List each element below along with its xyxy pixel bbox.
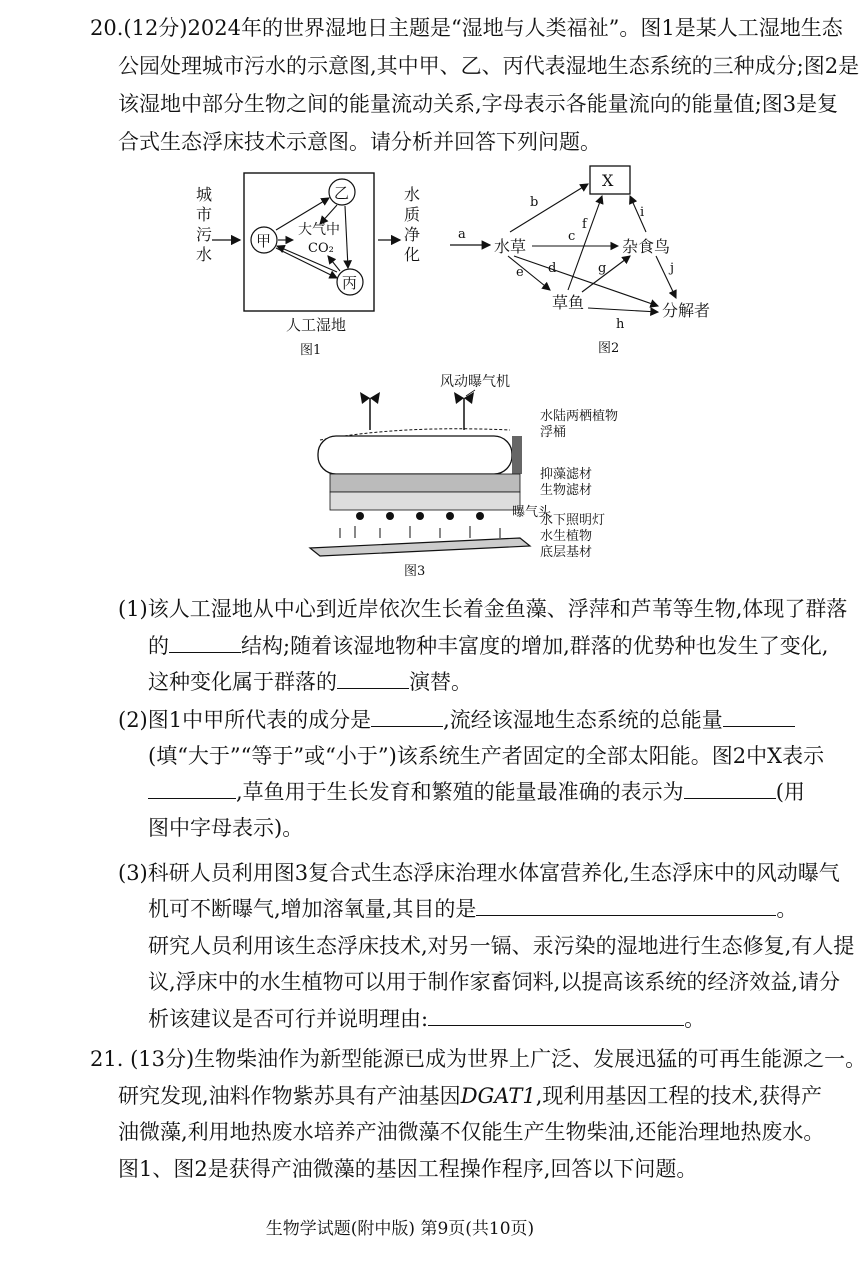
q20-1-text: 结构;随着该湿地物种丰富度的增加,群落的优势种也发生了变化, [241,634,829,658]
answer-blank-1[interactable] [169,632,241,653]
q20-3-line-5 [148,1005,705,1033]
fig3-label-aerator: 曝气头 [512,505,552,520]
q21-text: 研究发现,油料作物紫苏具有产油基因 [118,1084,461,1108]
q20-2-text: (2)图1中甲所代表的成分是 [118,708,372,732]
figure-1 [190,168,450,363]
figure-2 [450,160,730,360]
fig1-jia-label: 甲 [256,232,272,250]
answer-blank-5[interactable] [148,778,236,799]
fig2-arrow-f: f [582,217,587,232]
page-footer: 生物学试题(附中版) 第9页(共10页) [265,1219,535,1239]
answer-blank-6[interactable] [684,778,776,799]
q20-3-line-3: 研究人员利用该生态浮床技术,对另一镉、汞污染的湿地进行生态修复,有人提 [148,934,855,958]
fig3-aquatic-plants [340,526,500,538]
fig3-label-filter2: 生物滤材 [540,483,593,498]
figure-3 [300,370,660,580]
q20-2-line-2: (填“大于”“等于”或“小于”)该系统生产者固定的全部太阳能。图2中X表示 [148,744,825,768]
fig3-label-aquatic: 水生植物 [540,529,593,544]
fig3-label-float: 浮桶 [540,425,567,440]
fig1-atm-label: 大气中 [298,222,340,238]
answer-blank-7[interactable] [476,895,776,916]
fig3-label-light: 水下照明灯 [540,513,606,528]
fig2-x-label: X [602,171,614,190]
fig2-arrow-j: j [670,261,675,276]
q20-line-2: 公园处理城市污水的示意图,其中甲、乙、丙代表湿地生态系统的三种成分;图2是 [118,54,860,78]
fig1-stacked-char: 水 [196,245,213,264]
q20-2-line-4: 图中字母表示)。 [148,816,304,840]
fig1-caption: 图1 [300,343,322,358]
q20-2-text: ,流经该湿地生态系统的总能量 [443,708,723,732]
fig2-fenjiezhe: 分解者 [662,301,711,320]
fig3-filter-2 [330,492,520,510]
q20-2-line-1 [118,706,795,734]
fig1-stacked-char: 水 [404,185,421,204]
fig1-output-label [404,185,420,264]
fig3-base [310,538,530,556]
fig1-yi-label: 乙 [334,184,350,202]
fig2-arrow-g: g [598,261,607,276]
q20-3-text: 机可不断曝气,增加溶氧量,其目的是 [148,897,477,921]
answer-blank-8[interactable] [428,1005,684,1026]
fig3-windmill-right [454,392,474,430]
q20-1-line-3 [148,668,472,696]
q20-line-1: 20.(12分)2024年的世界湿地日主题是“湿地与人类福祉”。图1是某人工湿地生态 [90,16,843,40]
fig2-arrow-a: a [458,227,466,242]
q20-1-line-1: (1)该人工湿地从中心到近岸依次生长着金鱼藻、浮萍和芦苇等生物,体现了群落 [118,597,848,621]
fig2-arrow-e: e [516,265,524,280]
q20-3-line-2 [148,895,797,923]
fig2-arrow-c: c [568,229,576,244]
fig2-arrow-i: i [640,205,645,220]
q20-line-3: 该湿地中部分生物之间的能量流动关系,字母表示各能量流向的能量值;图3是复 [118,92,839,116]
fig1-stacked-char: 污 [196,225,213,244]
fig1-stacked-char: 市 [196,205,213,224]
q21-line-3: 油微藻,利用地热废水培养产油微藻不仅能生产生物柴油,还能治理地热废水。 [118,1120,825,1144]
answer-blank-4[interactable] [723,706,795,727]
fig3-label-plants: 水陆两栖植物 [540,409,619,424]
q20-1-text: 演替。 [409,670,472,694]
gene-name: DGAT1 [460,1084,536,1108]
fig3-windmill-left [360,392,380,430]
q20-2-text: ,草鱼用于生长发育和繁殖的能量最准确的表示为 [236,780,684,804]
q21-line-2 [118,1082,822,1110]
fig1-stacked-char: 净 [404,225,421,244]
q20-2-line-3 [148,778,805,806]
q20-3-text: 。 [684,1007,706,1031]
fig2-zashiniao: 杂食鸟 [622,237,671,256]
q21-text: ,现利用基因工程的技术,获得产 [535,1084,823,1108]
fig2-arrow-b: b [530,195,539,210]
fig1-box-caption: 人工湿地 [286,316,347,334]
q20-3-text: 析该建议是否可行并说明理由: [148,1007,429,1031]
fig2-shuicao: 水草 [494,237,527,256]
fig3-label-filter1: 抑藻滤材 [540,467,593,482]
fig1-stacked-char: 城 [196,185,213,204]
fig2-caoyu: 草鱼 [552,293,585,312]
fig1-input-label [196,185,212,264]
fig1-stacked-char: 质 [404,205,421,224]
q20-3-text: 。 [776,897,798,921]
fig3-aerators [356,512,484,520]
q20-1-text: 这种变化属于群落的 [148,670,337,694]
answer-blank-3[interactable] [371,706,443,727]
fig3-label-machine: 风动曝气机 [440,374,510,390]
q20-1-line-2 [148,632,828,660]
q20-1-text: 的 [148,634,169,658]
answer-blank-2[interactable] [337,668,409,689]
fig3-label-base: 底层基材 [540,545,593,560]
fig1-stacked-char: 化 [404,245,421,264]
fig2-arrow-d: d [548,261,557,276]
q20-line-4: 合式生态浮床技术示意图。请分析并回答下列问题。 [118,130,601,154]
fig3-float-drum [318,436,512,474]
q21-line-4: 图1、图2是获得产油微藻的基因工程操作程序,回答以下问题。 [118,1157,698,1181]
fig2-caption: 图2 [598,341,620,356]
fig1-co2-label: CO₂ [308,241,334,256]
q20-2-text: (用 [775,780,805,804]
fig3-caption: 图3 [404,564,426,579]
fig2-arrow-h: h [616,317,625,332]
q20-3-line-1: (3)科研人员利用图3复合式生态浮床治理水体富营养化,生态浮床中的风动曝气 [118,861,840,885]
fig3-filter-1 [330,474,520,492]
q21-line-1: 21. (13分)生物柴油作为新型能源已成为世界上广泛、发展迅猛的可再生能源之一。 [90,1047,866,1071]
q20-3-line-4: 议,浮床中的水生植物可以用于制作家畜饲料,以提高该系统的经济效益,请分 [148,970,841,994]
fig1-bing-label: 丙 [342,274,358,292]
